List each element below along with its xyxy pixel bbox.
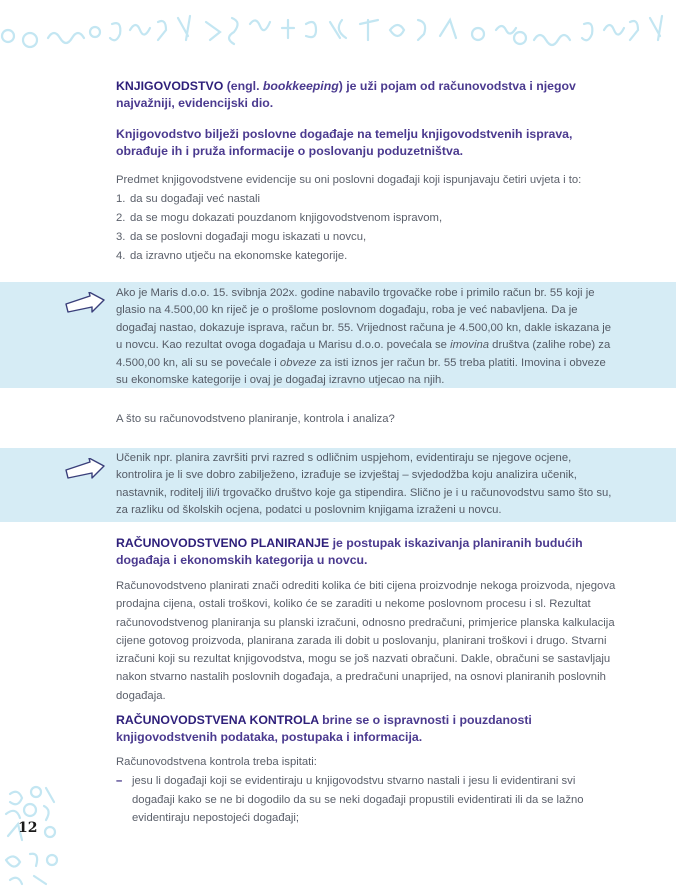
control-intro: Računovodstvena kontrola treba ispitati: (116, 756, 317, 768)
list-item (116, 228, 616, 247)
list-text: da su događaji već nastali (130, 193, 261, 205)
list-item (116, 209, 616, 228)
list-text: da se mogu dokazati pouzdanom knjigovodstvenom ispravom, (130, 212, 443, 224)
example-text-part: za isti iznos jer račun br. 55 treba platiti. Imovina i obveze su ekonomske kategorije i ovaj je događaj izravno utjecao na njih. (116, 356, 606, 387)
list-number: 4. (116, 250, 126, 262)
conditions-list (116, 190, 616, 266)
list-dash: – (116, 775, 123, 787)
control-list (116, 772, 616, 828)
definition-text: (engl. (223, 79, 263, 93)
page-number: 12 (18, 820, 38, 836)
list-number: 1. (116, 193, 126, 205)
bookkeeping-summary: Knjigovodstvo bilježi poslovne događaje na temelju knjigovodstvenih isprava, obrađuje ih i pruža informacije o poslovanju poduzetništva. (116, 127, 573, 158)
example-text-part: društva (zalihe robe) za 4.500,00 kn, ali su se povećale i (116, 339, 611, 369)
header-decoration (0, 0, 676, 70)
term-kontrola: RAČUNOVODSTVENA KONTROLA (116, 713, 319, 727)
example-text: Učenik npr. planira završiti prvi razred s odličnim uspjehom, evidentiraju se njegove ocjene, kontrolira je li sve dobro zabilježeno, izrađuje se izvještaj – svjedodžba koju analizira učenik, nastavnik, roditelj ili/i trgovačko društvo koje ga stipendira. Slično je i u računovodstvu samo što su, za razliku od školskih ocjena, podatci u poslovnim knjigama izraženi u novcu. (116, 452, 612, 517)
question-text: A što su računovodstveno planiranje, kontrola i analiza? (116, 413, 395, 425)
definition-bookkeeping (116, 78, 586, 112)
definition-text: brine se o ispravnosti i pouzdanosti knjigovodstvenih podataka, postupaka i informacija. (116, 713, 532, 744)
pointing-arrow-icon (64, 458, 106, 480)
list-item (116, 772, 616, 828)
term-knjigovodstvo: KNJIGOVODSTVO (116, 79, 224, 93)
conditions-intro: Predmet knjigovodstvene evidencije su oni poslovni događaji koji ispunjavaju četiri uvjeta i to: (116, 174, 582, 186)
term-imovina: imovina (450, 339, 490, 352)
list-number: 3. (116, 231, 126, 243)
example-text-part: Ako je Maris d.o.o. 15. svibnja 202x. godine nabavilo trgovačke robe i primilo račun br. 55 koji je glasio na 4.500,00 kn riječ je o prošlome poslovnom događaju, roba je već nabavljena. Da je događaj nastao, dokazuje isprava, račun br. 55. Vrijednost računa je 4.500,00 kn, dakle iskazana je u novcu. Kao rezultat ovoga događaja u Marisu d.o.o. povećala se (116, 287, 612, 352)
list-text: da izravno utječu na ekonomske kategorije. (130, 250, 348, 262)
list-number: 2. (116, 212, 126, 224)
list-item (116, 247, 616, 266)
list-item (116, 190, 616, 209)
term-english: bookkeeping (262, 79, 339, 93)
definition-text: je postupak iskazivanja planiranih budućih događaja i ekonomskih kategorija u novcu. (116, 536, 583, 567)
pointing-arrow-icon (64, 292, 106, 314)
term-planiranje: RAČUNOVODSTVENO PLANIRANJE (116, 536, 330, 550)
list-text: jesu li događaji koji se evidentiraju u knjigovodstvu stvarno nastali i jesu li evidentirani svi događaji kako se ne bi dogodilo da su se neki događaji propustili evidentirati ili da se lažno evidentiraju nepostojeći događaji; (132, 775, 584, 824)
definition-text-end: ) je uži pojam od računovodstva i njegov najvažniji, evidencijski dio. (116, 79, 576, 110)
list-text: da se poslovni događaji mogu iskazati u novcu, (130, 231, 367, 243)
definition-planning (116, 535, 586, 569)
example-text (116, 285, 616, 389)
term-obveze: obveze (279, 356, 317, 369)
planning-explanation: Računovodstveno planirati znači odrediti kolika će biti cijena proizvodnje nekoga proizvoda, njegova prodajna cijena, ostali troškovi, koliko će se zaraditi u nekome poslovnom procesu i sl. Rezultat računovodstvenog planiranja su planski izračuni, odnosno predračuni, primjerice planska kalkulacija cijene gotovog proizvoda, planirana zarada ili dobit u poslovanju, planirani troškovi i drugo. Stvarni izračuni koji su rezultat knjigovodstva, mogu se još nazvati obračuni. Dakle, obračuni se sastavljaju nakon stvarno nastalih poslovnih događaja, a predračuni unaprijed, na osnovi planiranih poslovnih događaja. (116, 580, 616, 702)
definition-control (116, 712, 586, 746)
example-callout-student (0, 448, 676, 522)
example-callout-maris (0, 282, 676, 388)
